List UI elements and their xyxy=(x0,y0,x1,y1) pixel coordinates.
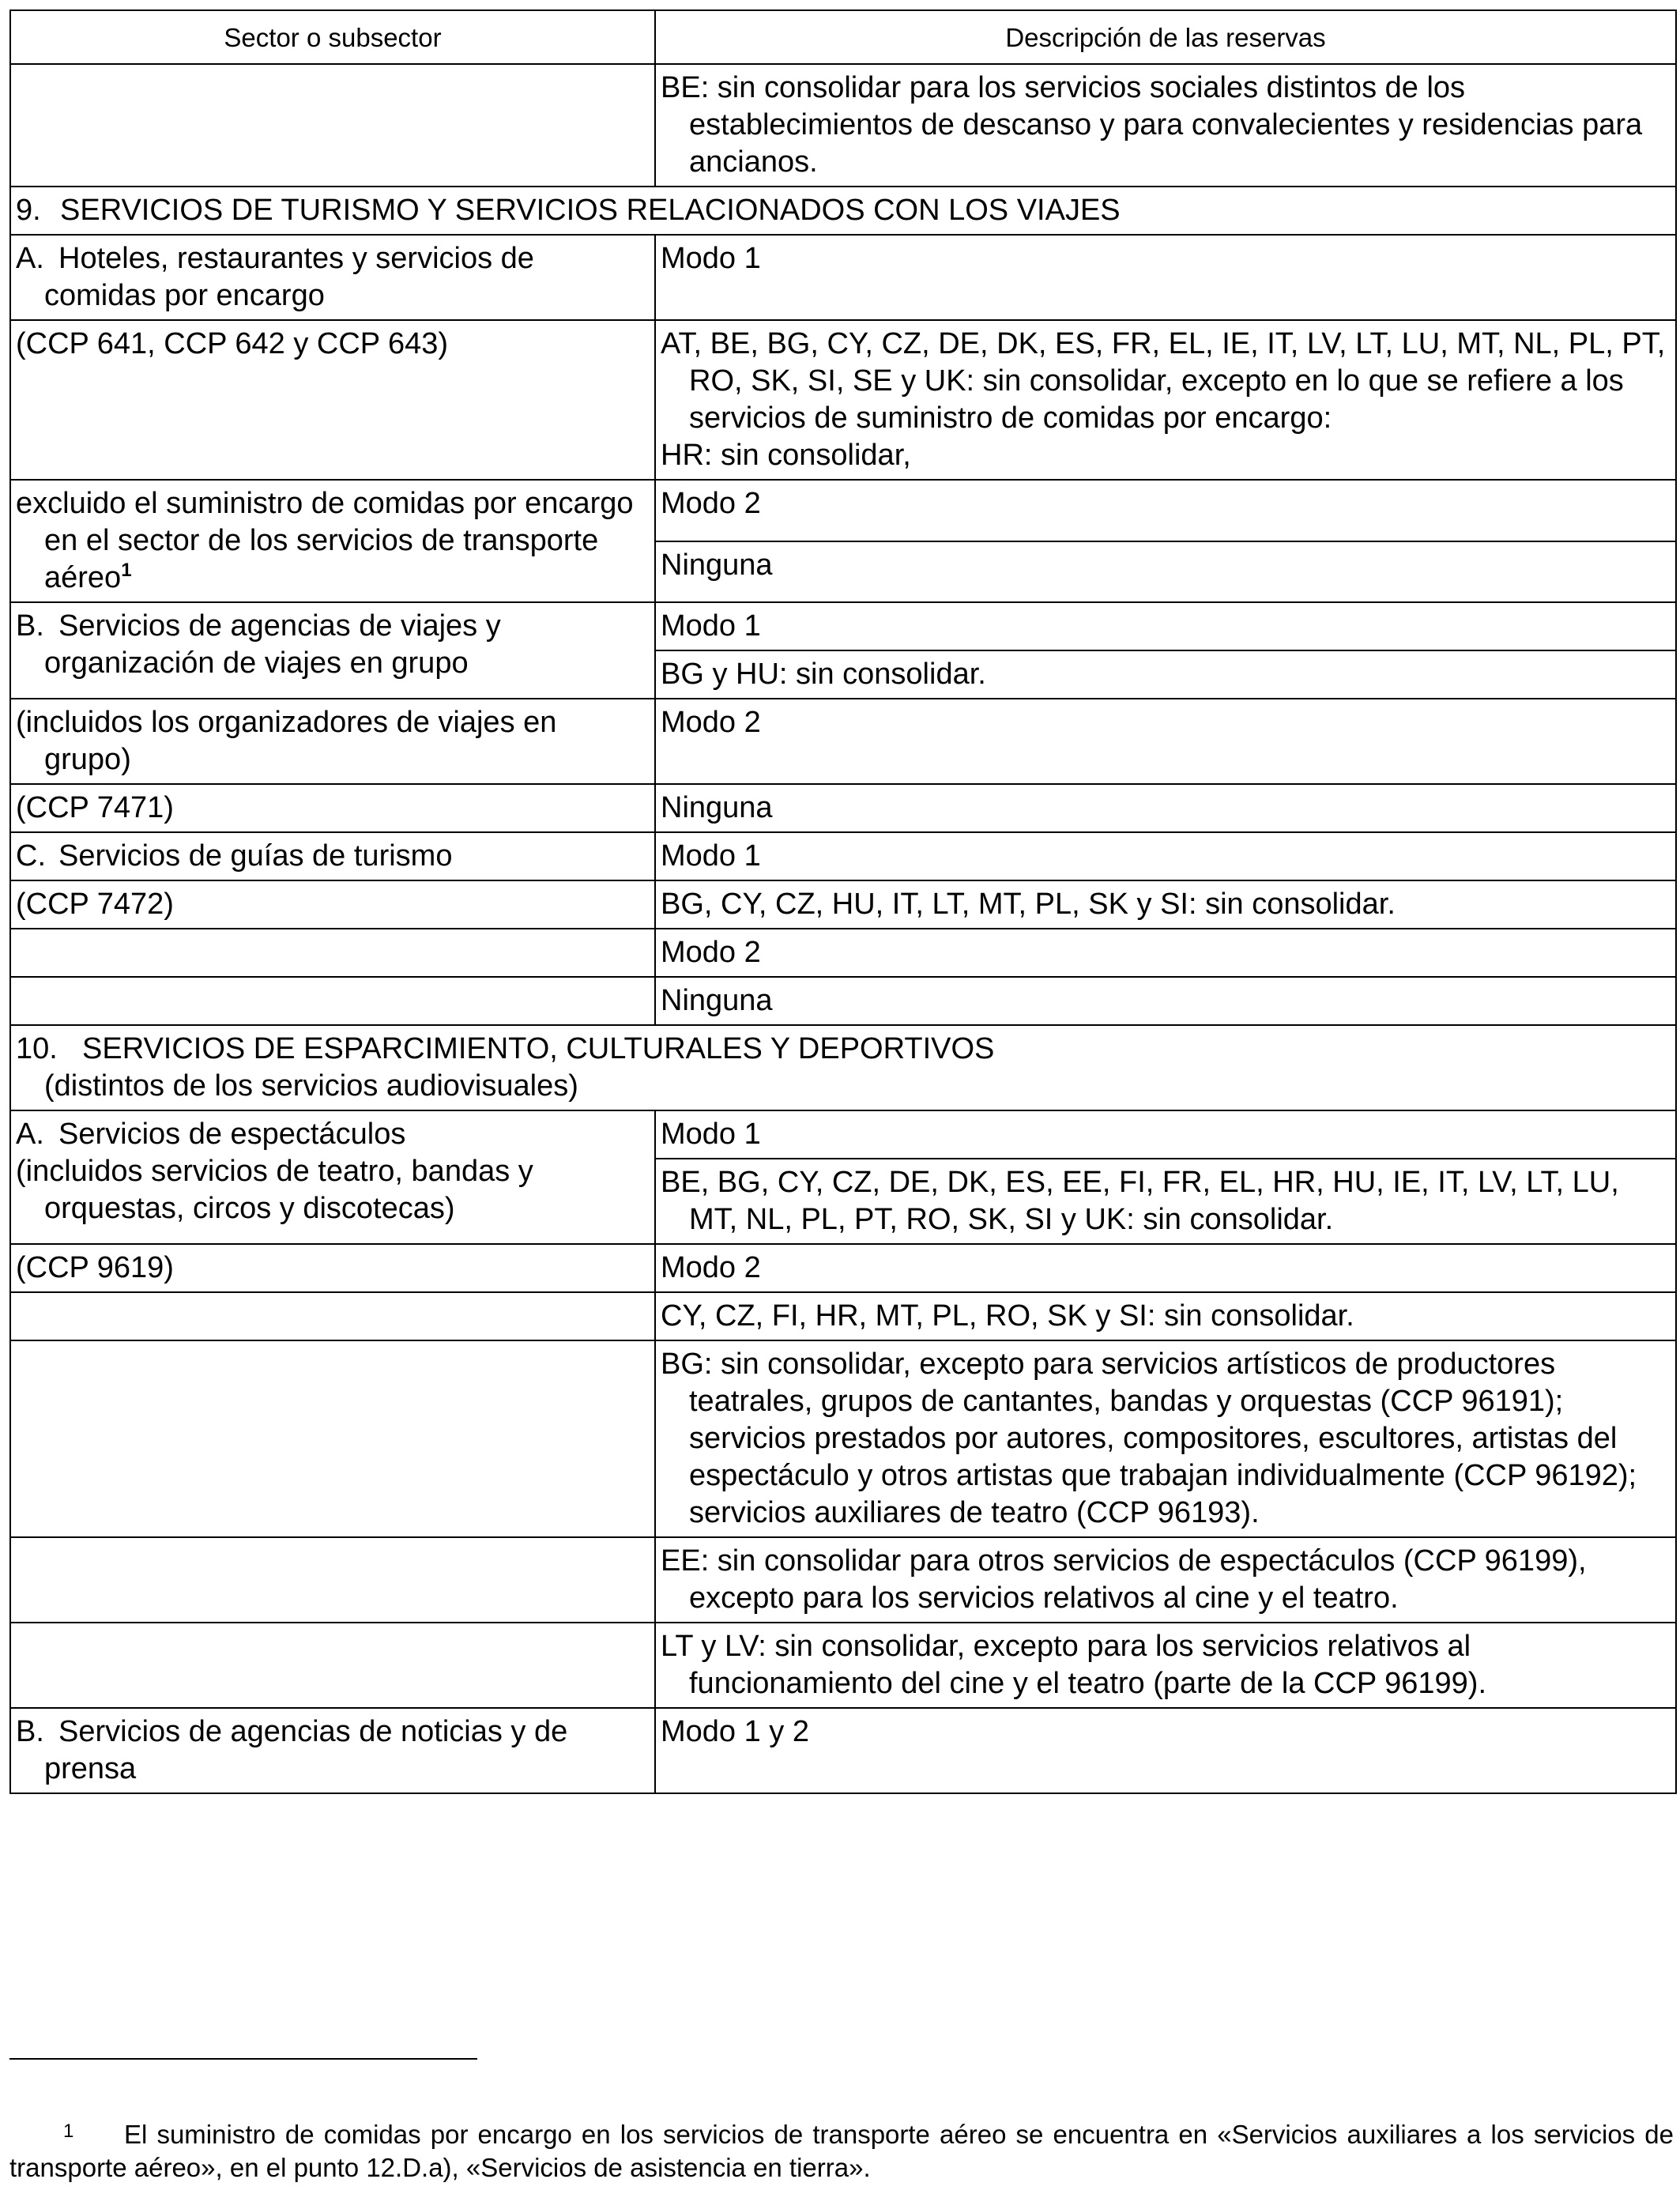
table-row xyxy=(10,832,1676,880)
sector-cell: (CCP 9619) xyxy=(10,1244,655,1292)
sector-cell xyxy=(10,1340,655,1537)
sector-cell xyxy=(10,480,655,602)
section-title: SERVICIOS DE ESPARCIMIENTO, CULTURALES Y DEPORTIVOS xyxy=(82,1032,995,1065)
reservation-cell: CY, CZ, FI, HR, MT, PL, RO, SK y SI: sin consolidar. xyxy=(655,1292,1676,1340)
sector-cell xyxy=(10,235,655,320)
sector-cell xyxy=(10,1623,655,1708)
reservation-cell: Modo 2 xyxy=(655,1244,1676,1292)
reservation-cell xyxy=(655,1159,1676,1244)
reservation-cell xyxy=(655,1623,1676,1708)
sector-cell xyxy=(10,1110,655,1244)
footnote: 1 El suministro de comidas por encargo en los servicios de transporte aéreo se encuentra en «Servicios auxiliares a los servicios de transporte aéreo», en el punto 12.D.a), «Servicios de asistencia en tierra». xyxy=(9,2120,1674,2182)
table-row xyxy=(10,977,1676,1025)
table-row xyxy=(10,1623,1676,1708)
section-title: SERVICIOS DE TURISMO Y SERVICIOS RELACIONADOS CON LOS VIAJES xyxy=(60,194,1121,227)
reservation-cell: Modo 2 xyxy=(655,480,1676,541)
sector-cell xyxy=(10,699,655,784)
subsector-title: Servicios de guías de turismo xyxy=(58,839,453,873)
sector-cell xyxy=(10,1708,655,1793)
sector-cell: (CCP 641, CCP 642 y CCP 643) xyxy=(10,320,655,480)
reservation-cell: Modo 2 xyxy=(655,929,1676,977)
table-row xyxy=(10,235,1676,320)
reservation-cell: Ninguna xyxy=(655,784,1676,832)
reservation-cell: BG, CY, CZ, HU, IT, LT, MT, PL, SK y SI: sin consolidar. xyxy=(655,880,1676,929)
sector-cell xyxy=(10,1292,655,1340)
sector-text: (incluidos los organizadores de viajes en grupo) xyxy=(16,706,557,776)
reservation-cell: Ninguna xyxy=(655,977,1676,1025)
subsector-letter: A. xyxy=(16,242,44,275)
table-row xyxy=(10,1340,1676,1537)
table-row xyxy=(10,602,1676,650)
reservation-cell: BG y HU: sin consolidar. xyxy=(655,650,1676,699)
reservation-text: LT y LV: sin consolidar, excepto para los servicios relativos al funcionamiento del cine y el teatro (parte de la CCP 96199). xyxy=(661,1630,1487,1700)
reservation-text: BE, BG, CY, CZ, DE, DK, ES, EE, FI, FR, EL, HR, HU, IE, IT, LV, LT, LU, MT, NL, PL, PT, RO, SK, SI y UK: sin consolidar. xyxy=(661,1166,1619,1236)
reservation-cell: Modo 1 y 2 xyxy=(655,1708,1676,1793)
reservation-cell: Modo 2 xyxy=(655,699,1676,784)
subsector-letter: B. xyxy=(16,1715,44,1748)
sector-text: (incluidos servicios de teatro, bandas y orquestas, circos y discotecas) xyxy=(16,1155,533,1225)
header-description: Descripción de las reservas xyxy=(655,10,1676,64)
subsector-letter: B. xyxy=(16,609,44,643)
subsector-title: Servicios de agencias de noticias y de prensa xyxy=(44,1715,568,1785)
section-heading xyxy=(10,187,1676,235)
table-header-row xyxy=(10,10,1676,64)
sector-cell: (CCP 7472) xyxy=(10,880,655,929)
sector-cell xyxy=(10,1537,655,1623)
footnote-separator xyxy=(9,2058,477,2060)
reservation-cell: Modo 1 xyxy=(655,1110,1676,1159)
reservation-text: HR: sin consolidar, xyxy=(661,439,911,472)
sector-cell: (CCP 7471) xyxy=(10,784,655,832)
sector-text: excluido el suministro de comidas por encargo en el sector de los servicios de transporte aéreo xyxy=(16,487,634,594)
reservation-cell: Modo 1 xyxy=(655,832,1676,880)
sector-cell xyxy=(10,64,655,187)
sector-cell xyxy=(10,977,655,1025)
footnote-ref: 1 xyxy=(121,560,132,581)
section-subtitle: (distintos de los servicios audiovisuales) xyxy=(44,1069,578,1103)
subsector-title: Hoteles, restaurantes y servicios de comidas por encargo xyxy=(44,242,534,312)
reservation-cell xyxy=(655,320,1676,480)
table-row xyxy=(10,1537,1676,1623)
subsector-title: Servicios de espectáculos xyxy=(58,1118,406,1151)
header-sector: Sector o subsector xyxy=(10,10,655,64)
reservation-cell xyxy=(655,64,1676,187)
table-row xyxy=(10,1110,1676,1159)
subsector-title: Servicios de agencias de viajes y organización de viajes en grupo xyxy=(44,609,501,680)
table-row xyxy=(10,320,1676,480)
reservations-table xyxy=(9,9,1677,1794)
reservation-text: BE: sin consolidar para los servicios sociales distintos de los establecimientos de descanso y para convalecientes y residencias para ancianos. xyxy=(661,71,1643,179)
table-row xyxy=(10,1708,1676,1793)
reservation-cell xyxy=(655,1340,1676,1537)
subsector-letter: C. xyxy=(16,839,46,873)
sector-cell xyxy=(10,929,655,977)
table-row xyxy=(10,480,1676,541)
table-row xyxy=(10,784,1676,832)
section-number: 9. xyxy=(16,194,41,227)
reservation-text: EE: sin consolidar para otros servicios de espectáculos (CCP 96199), excepto para los servicios relativos al cine y el teatro. xyxy=(661,1544,1587,1615)
reservation-cell: Modo 1 xyxy=(655,602,1676,650)
section-heading xyxy=(10,1025,1676,1110)
subsector-letter: A. xyxy=(16,1118,44,1151)
sector-cell xyxy=(10,832,655,880)
reservation-cell: Ninguna xyxy=(655,541,1676,603)
reservation-text: BG: sin consolidar, excepto para servicios artísticos de productores teatrales, grupos de cantantes, bandas y orquestas (CCP 96191); servicios prestados por autores, compositores, escultores, artistas del espectáculo y otros artistas que trabajan individualmente (CCP 96192); servicios auxiliares de teatro (CCP 96193). xyxy=(661,1348,1637,1529)
table-row xyxy=(10,64,1676,187)
reservation-cell: Modo 1 xyxy=(655,235,1676,320)
table-row xyxy=(10,699,1676,784)
reservation-text: AT, BE, BG, CY, CZ, DE, DK, ES, FR, EL, IE, IT, LV, LT, LU, MT, NL, PL, PT, RO, SK, SI, SE y UK: sin consolidar, excepto en lo que se refiere a los servicios de suministro de comidas por encargo: xyxy=(661,327,1666,435)
table-row xyxy=(10,1244,1676,1292)
section-number: 10. xyxy=(16,1032,58,1065)
table-row xyxy=(10,929,1676,977)
section-row-9 xyxy=(10,187,1676,235)
section-row-10 xyxy=(10,1025,1676,1110)
footnote-text: El suministro de comidas por encargo en los servicios de transporte aéreo se encuentra en «Servicios auxiliares a los servicios de transporte aéreo», en el punto 12.D.a), «Servicios de asistencia en tierra». xyxy=(9,2120,1674,2182)
sector-cell xyxy=(10,602,655,699)
table-row xyxy=(10,1292,1676,1340)
reservation-cell xyxy=(655,1537,1676,1623)
table-row xyxy=(10,880,1676,929)
